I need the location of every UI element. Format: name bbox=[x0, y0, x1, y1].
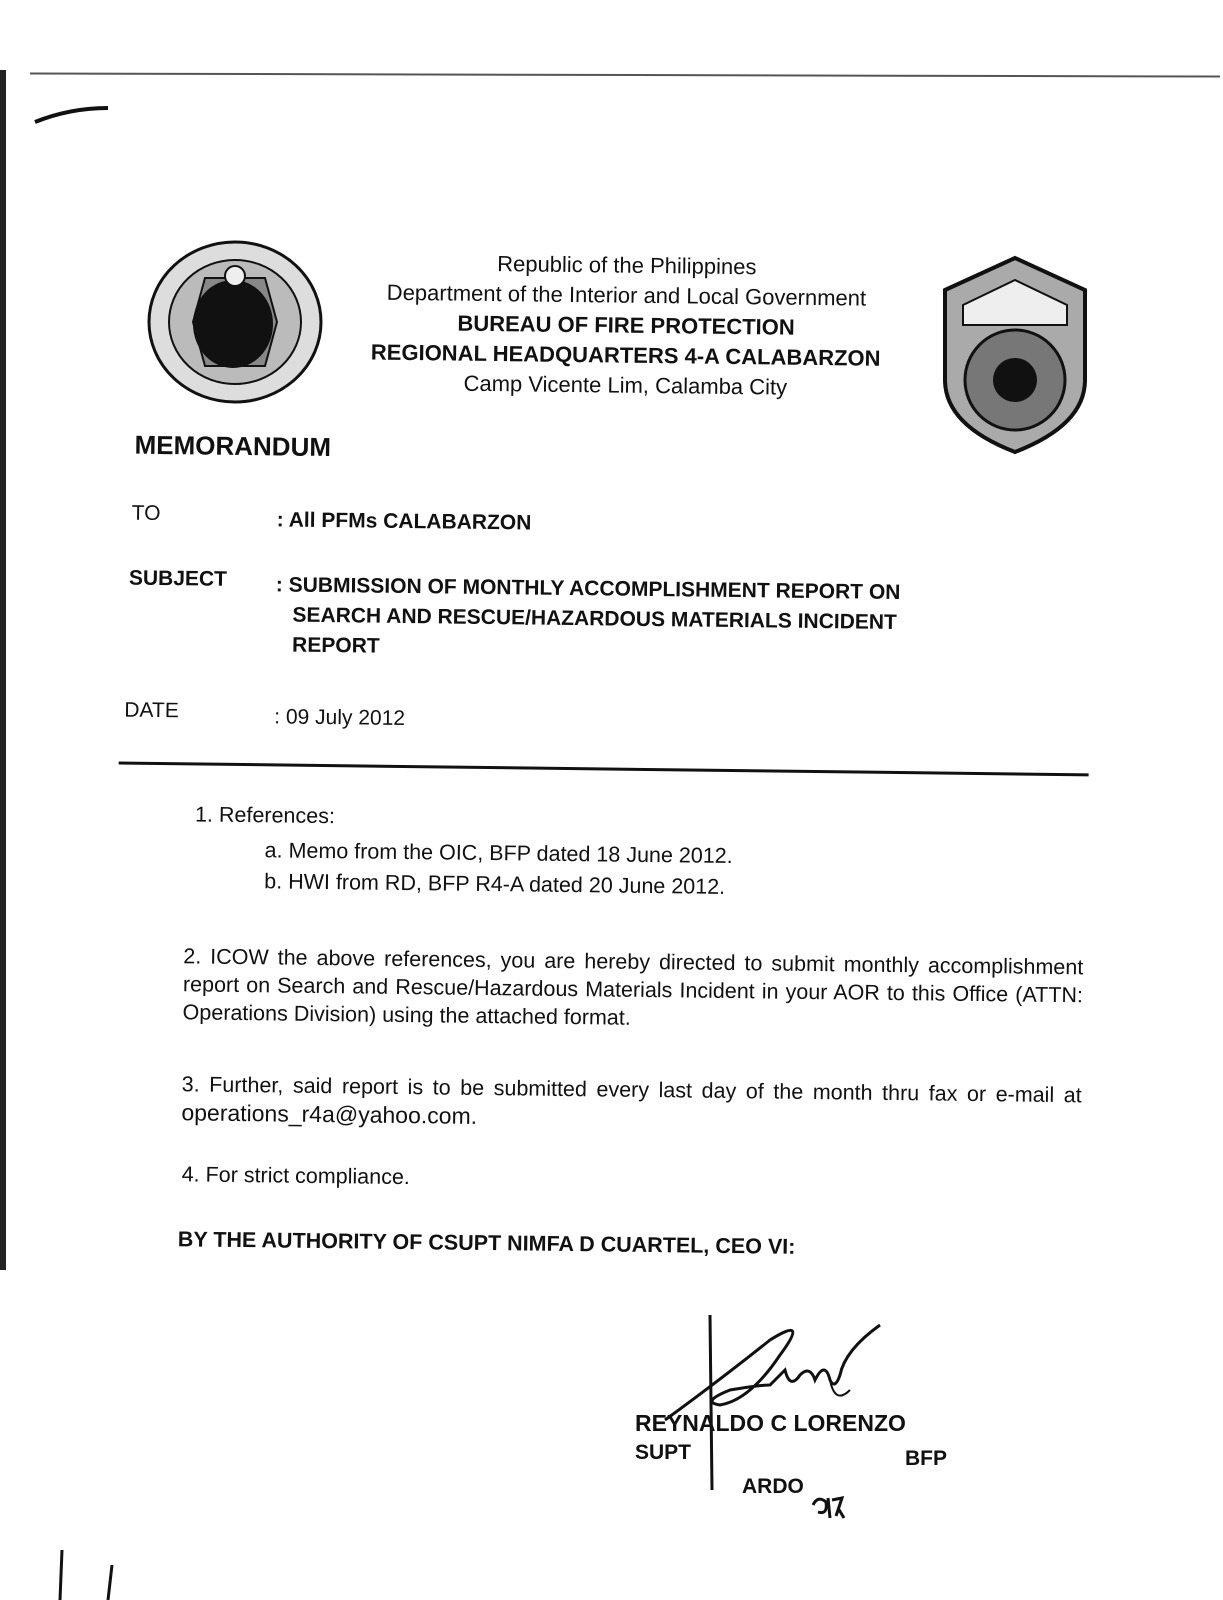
initials-mark bbox=[808, 1490, 848, 1520]
header-country: Republic of the Philippines bbox=[497, 251, 757, 280]
signatory-rank: SUPT bbox=[635, 1441, 692, 1464]
subject-line-1: : SUBMISSION OF MONTHLY ACCOMPLISHMENT REPORT ON bbox=[275, 573, 901, 605]
authority-line: BY THE AUTHORITY OF CSUPT NIMFA D CUARTEL, CEO VI: bbox=[177, 1227, 796, 1259]
pen-mark bbox=[30, 100, 120, 130]
header-divider bbox=[119, 762, 1089, 777]
paragraph-3 bbox=[111, 1069, 1082, 1138]
bfp-badge-logo bbox=[935, 250, 1095, 455]
subject-line-3: REPORT bbox=[291, 633, 380, 658]
memo-title: MEMORANDUM bbox=[134, 429, 332, 463]
to-value: : All PFMs CALABARZON bbox=[276, 508, 532, 535]
subject-label: SUBJECT bbox=[128, 566, 228, 591]
header-address: Camp Vicente Lim, Calamba City bbox=[463, 370, 788, 400]
signatory-name: REYNALDO C LORENZO bbox=[635, 1410, 906, 1436]
signatory-org: BFP bbox=[905, 1447, 947, 1470]
subject-line-2: SEARCH AND RESCUE/HAZARDOUS MATERIALS INCIDENT bbox=[292, 603, 897, 635]
pen-mark-bottom bbox=[50, 1545, 130, 1600]
date-label: DATE bbox=[124, 698, 179, 723]
scan-top-line bbox=[30, 72, 1220, 77]
paragraph-2 bbox=[112, 941, 1083, 1037]
bfp-seal-logo bbox=[145, 238, 325, 406]
signatory-position: ARDO bbox=[742, 1475, 804, 1498]
reference-b: b. HWI from RD, BFP R4-A dated 20 June 2012. bbox=[264, 869, 726, 899]
header-department: Department of the Interior and Local Government bbox=[386, 279, 867, 311]
to-label: TO bbox=[131, 501, 161, 525]
paragraph-3-container bbox=[111, 1069, 1082, 1138]
header-bureau: BUREAU OF FIRE PROTECTION bbox=[457, 310, 795, 340]
paragraph-3-text: 3. Further, said report is to be submitted every last day of the month thru fax or e-mail at bbox=[181, 1072, 1082, 1108]
header-regional-hq: REGIONAL HEADQUARTERS 4-A CALABARZON bbox=[370, 339, 881, 371]
paragraph-2-text: 2. ICOW the above references, you are hereby directed to submit monthly accomplishment report on Search and Rescue/Hazardous Materials Incident in your AOR to this Office (ATTN: Operations Division) using the attached format. bbox=[182, 944, 1084, 1030]
email-address: operations_r4a@yahoo.com. bbox=[181, 1099, 478, 1129]
paragraph-4: 4. For strict compliance. bbox=[181, 1162, 411, 1190]
reference-a: a. Memo from the OIC, BFP dated 18 June 2012. bbox=[264, 838, 733, 869]
date-value: : 09 July 2012 bbox=[274, 705, 406, 731]
references-heading: 1. References: bbox=[194, 802, 336, 829]
scan-edge-left bbox=[0, 70, 6, 1270]
